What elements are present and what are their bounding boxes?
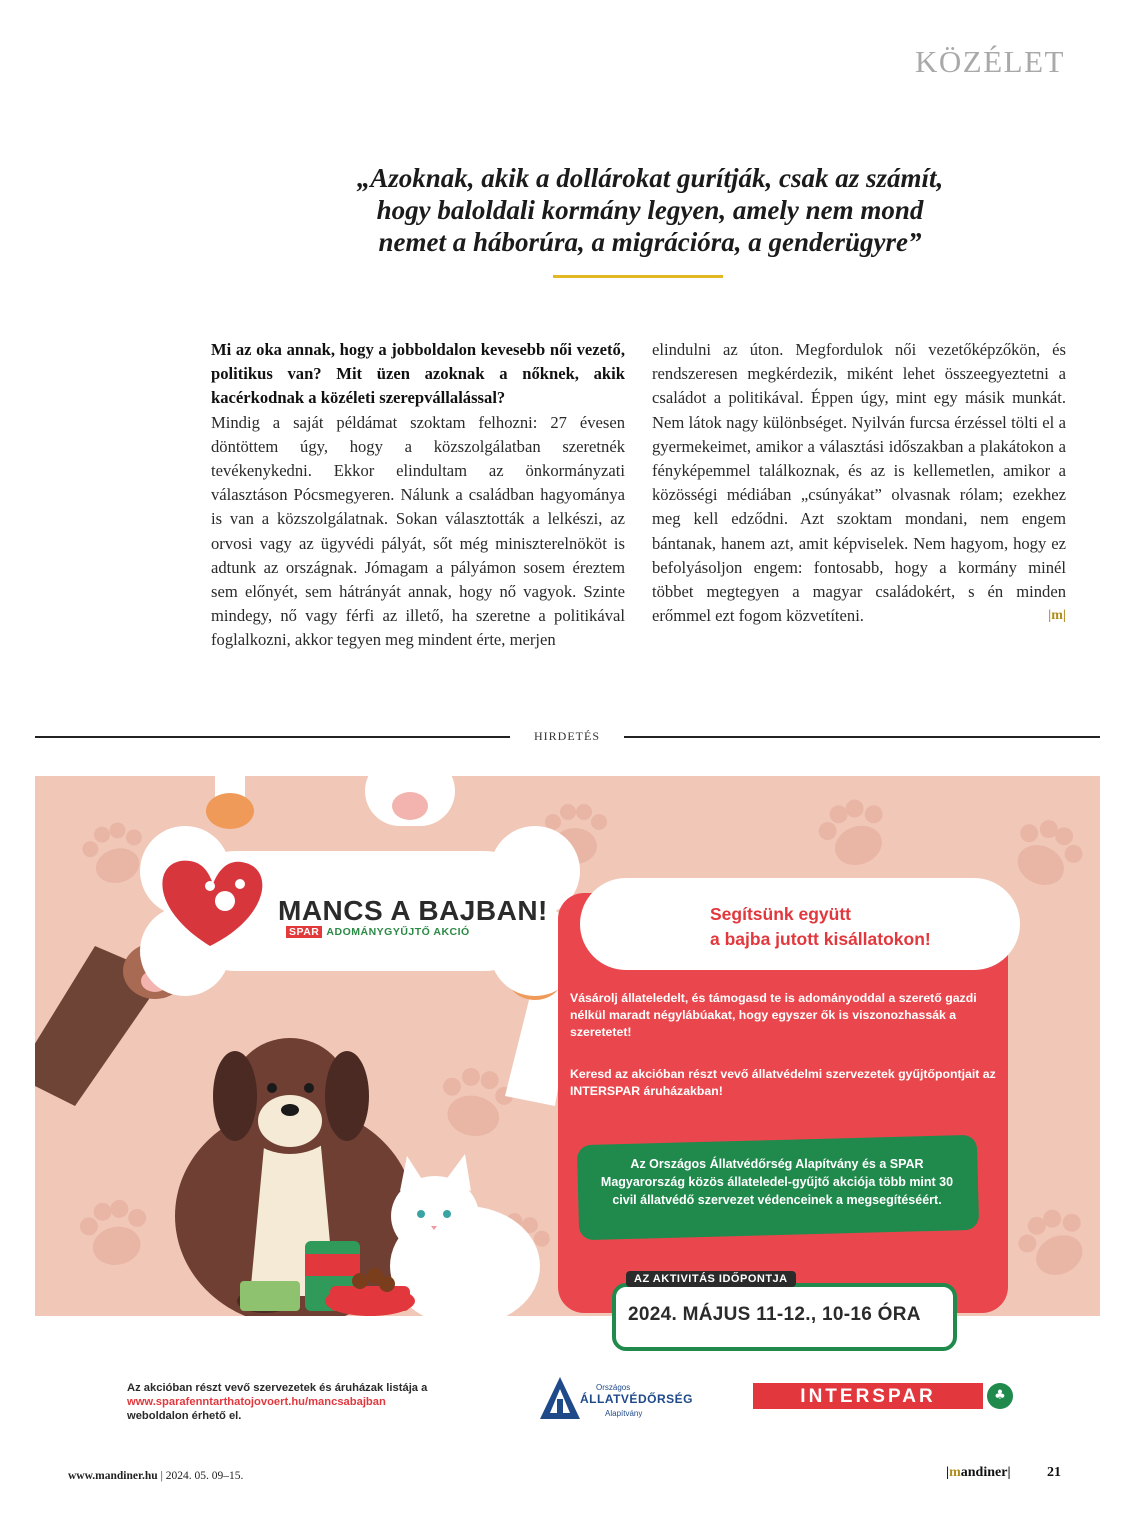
partner-logo-text: Alapítvány — [605, 1409, 643, 1418]
quote-divider — [553, 275, 723, 278]
ad-body-text: Vásárolj állateledelt, és támogasd te is adományoddal a szerető gazdi nélkül maradt négylábúakat, hogy egyszer ők is viszonozhassák a szeretetet! — [570, 991, 977, 1039]
pull-quote-line: nemet a háborúra, a migrációra, a genderügyre” — [378, 227, 922, 257]
partner-logo-name: ÁLLATVÉDŐRSÉG — [580, 1392, 693, 1406]
partner-logo-text: Országos — [596, 1383, 631, 1392]
spar-brand-badge: SPAR — [286, 926, 322, 938]
ad-divider-left — [35, 736, 510, 738]
pull-quote — [260, 162, 1040, 258]
cat-illustration — [390, 1154, 540, 1316]
cat-paw-white — [365, 776, 455, 826]
cat-paw-orange — [206, 776, 254, 829]
ad-footnote-line: Az akcióban részt vevő szervezetek és áruházak listája a — [127, 1382, 428, 1394]
page-number: 21 — [1047, 1465, 1061, 1480]
article-column-right — [652, 338, 1066, 628]
ad-footnote-url[interactable]: www.sparafenntarthatojovoert.hu/mancsabajban — [127, 1396, 386, 1408]
footer-date: 2024. 05. 09–15. — [165, 1470, 244, 1482]
campaign-subtitle — [286, 926, 470, 938]
ad-footnote — [127, 1381, 427, 1423]
ad-headline-line: Segítsünk együtt — [710, 904, 851, 924]
brand-rest: andiner — [960, 1465, 1008, 1480]
date-label: AZ AKTIVITÁS IDŐPONTJA — [626, 1271, 796, 1287]
interview-question: Mi az oka annak, hogy a jobboldalon kevesebb női vezető, politikus van? Mit üzen azoknak a nőknek, akik kacérkodnak a közéleti szerepvállalással? — [211, 340, 625, 408]
campaign-subtitle-text: ADOMÁNYGYŰJTŐ AKCIÓ — [326, 926, 470, 938]
answer-text-right: elindulni az úton. Megfordulok női vezetőképzőkön, és rendszeresen megkérdezik, miként lehet összeegyeztetni a családot a politikával. Éppen úgy, mint egy másik munkát. Nem látok nagy különbséget. Nyilván furcsa érzéssel tölti el a gyermekeimet, amikor a választási időszakban a plakátokon a fényképemmel találkoznak, és az is kellemetlen, amikor a közösségi médiában „csúnyákat” olvasnak rólam; ezekhez meg kell edződni. Azt szoktam mondani, nem engem bántanak, hanem azt, amit képviselek. Nem hagyom, hogy ez befolyásoljon engem: fontosabb, hogy a kormány minél többet megtegyen a magyar családokért, s én minden erőmmel ezt fogom közvetíteni. — [652, 340, 1066, 626]
partner-info-text: Az Országos Állatvédőrség Alapítvány és a SPAR Magyarország közös állateledel-gyűjtő akciója több mint 30 civil állatvédő szervezet védenceinek a megsegítéséért. — [600, 1157, 954, 1207]
article-end-mark: |m| — [1048, 608, 1066, 624]
footer-meta: www.mandiner.hu | 2024. 05. 09–15. — [68, 1470, 244, 1482]
pull-quote-line: „Azoknak, akik a dollárokat gurítják, csak az számít, — [356, 163, 944, 193]
pull-quote-line: hogy baloldali kormány legyen, amely nem mond — [376, 195, 924, 225]
answer-text-left: Mindig a saját példámat szoktam felhozni: 27 évesen döntöttem úgy, hogy a közszolgálatban szeretnék tevékenykedni. Ekkor elindultam az önkormányzati választáson Pócsmegyeren. Nálunk a családban hagyománya is van a közszolgálatnak. Sokan választották a lelkészi, az orvosi vagy az ügyvédi pályát, sőt még miniszterelnököt is adtunk az országnak. Jómagam a pályámon sosem éreztem sem előnyét, sem hátrányát annak, hogy nő vagyok. Szinte mindegy, nő vagy férfi az illető, ha szeretne a politikával foglalkozni, akkor tegyen meg mindent érte, merjen — [211, 412, 625, 650]
ad-divider-right — [624, 736, 1100, 738]
ad-footnote-line: weboldalon érhető el. — [127, 1410, 242, 1422]
ad-label: HIRDETÉS — [534, 729, 600, 743]
spar-tree-icon: ♣ — [987, 1383, 1013, 1409]
interspar-logo: INTERSPAR — [753, 1383, 983, 1409]
footer-website[interactable]: www.mandiner.hu — [68, 1470, 158, 1482]
brand-m: m — [949, 1465, 961, 1480]
ad-body-text: Keresd az akcióban részt vevő állatvédelmi szervezetek gyűjtőpontjait az INTERSPAR áruházakban! — [570, 1067, 996, 1098]
ad-headline — [710, 902, 931, 952]
ad-headline-line: a bajba jutott kisállatokon! — [710, 929, 931, 949]
article-column-left — [211, 338, 625, 653]
footer-brand: |mandiner| — [946, 1465, 1011, 1480]
allatvedorseg-logo-icon — [538, 1375, 582, 1421]
campaign-title: MANCS A BAJBAN! — [278, 895, 548, 926]
section-label: KÖZÉLET — [915, 44, 1065, 79]
date-value: 2024. MÁJUS 11-12., 10-16 ÓRA — [628, 1304, 921, 1325]
